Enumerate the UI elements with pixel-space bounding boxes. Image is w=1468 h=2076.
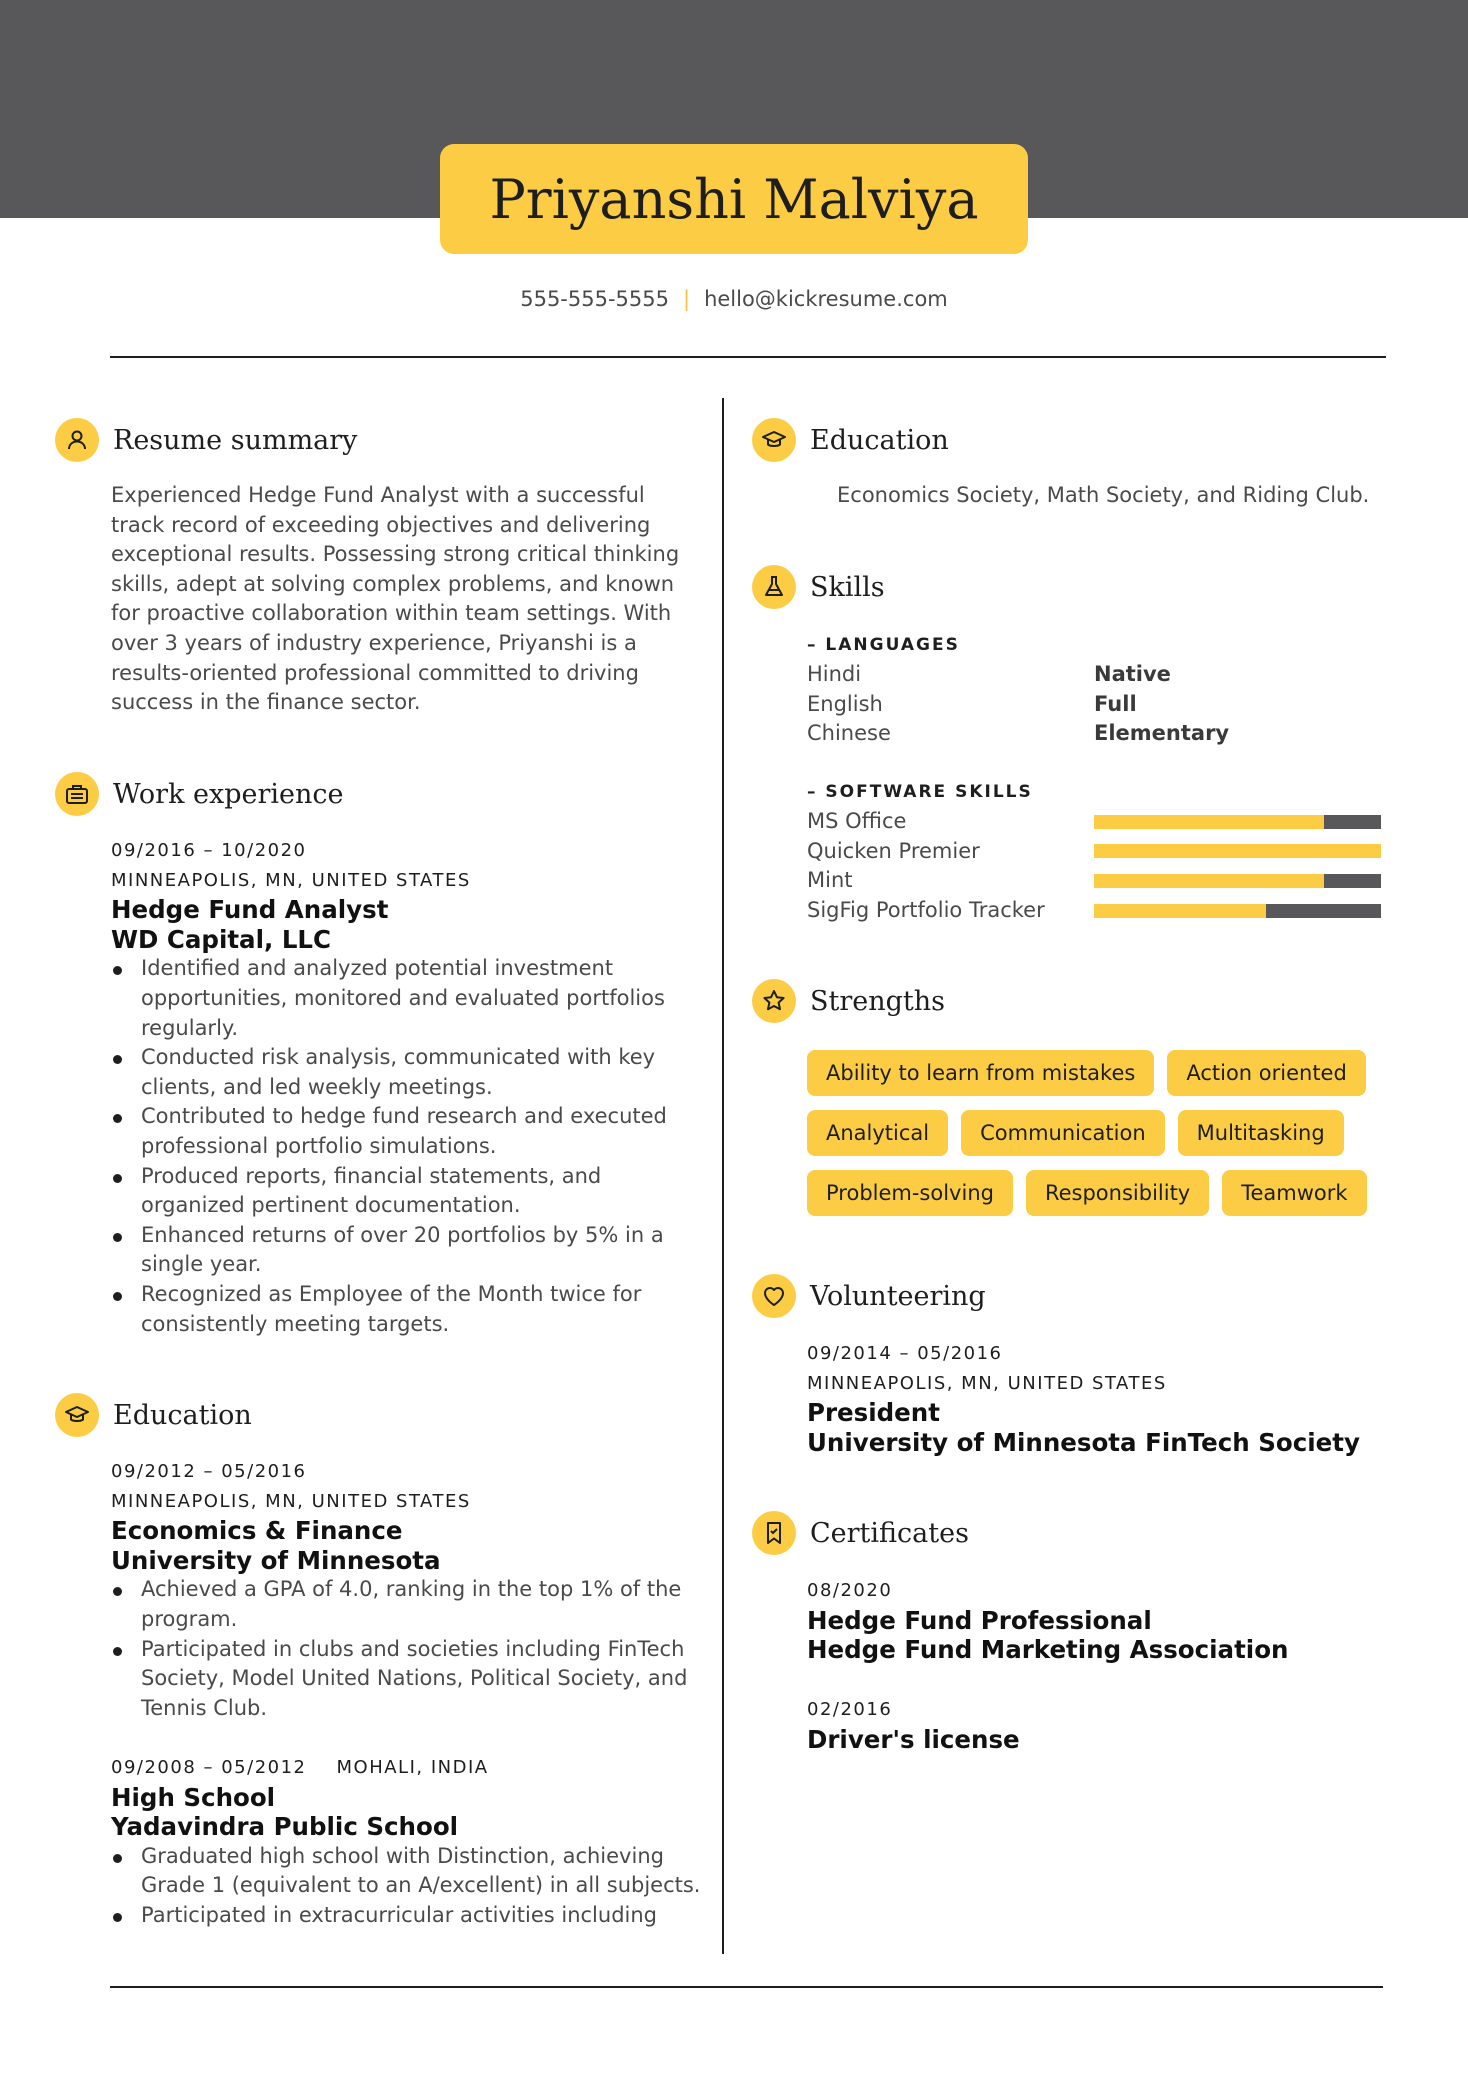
strength-tags bbox=[807, 1050, 1387, 1230]
education-section-header bbox=[55, 1393, 252, 1437]
skill-level-bar bbox=[1094, 904, 1381, 918]
list-item: Enhanced returns of over 20 portfolios by 5% in a single year. bbox=[111, 1221, 711, 1280]
list-item: Contributed to hedge fund research and executed professional portfolio simulations. bbox=[111, 1102, 711, 1161]
strength-tag: Multitasking bbox=[1178, 1110, 1344, 1156]
summary-line: track record of exceeding objectives and delivering bbox=[111, 512, 651, 537]
work-heading: Work experience bbox=[113, 778, 344, 810]
skill-level-fill bbox=[1094, 844, 1381, 858]
bookmark-icon bbox=[752, 1511, 796, 1555]
list-item: Participated in extracurricular activities including bbox=[111, 1901, 711, 1931]
briefcase-icon bbox=[55, 772, 99, 816]
list-item: Participated in clubs and societies including FinTech Society, Model United Nations, Political Society, and Tennis Club. bbox=[111, 1635, 711, 1724]
phone-number[interactable]: 555-555-5555 bbox=[520, 287, 669, 311]
work-section-header bbox=[55, 772, 344, 816]
language-row: Hindi Native bbox=[807, 662, 1171, 686]
education-school: University of Minnesota bbox=[111, 1545, 441, 1575]
volunteering-dates: 09/2014 – 05/2016 bbox=[807, 1343, 1003, 1364]
skill-level-fill bbox=[1094, 815, 1324, 829]
skill-level-bar bbox=[1094, 844, 1381, 858]
summary-heading: Resume summary bbox=[113, 424, 358, 456]
certificate-title: Driver's license bbox=[807, 1724, 1020, 1754]
graduation-cap-icon bbox=[752, 418, 796, 462]
software-row: SigFig Portfolio Tracker bbox=[807, 896, 1383, 926]
volunteering-role: President bbox=[807, 1398, 940, 1428]
summary-line: exceptional results. Possessing strong critical thinking bbox=[111, 542, 680, 567]
heart-icon bbox=[752, 1274, 796, 1318]
contact-line bbox=[0, 287, 1468, 311]
volunteering-heading: Volunteering bbox=[810, 1280, 986, 1312]
education-bullets bbox=[111, 1842, 711, 1931]
education-school: Yadavindra Public School bbox=[111, 1812, 459, 1842]
volunteering-org: University of Minnesota FinTech Society bbox=[807, 1427, 1360, 1457]
bottom-divider bbox=[110, 1986, 1383, 1988]
software-row: Mint bbox=[807, 866, 1383, 896]
education-continued-heading: Education bbox=[810, 424, 949, 456]
strengths-heading: Strengths bbox=[810, 985, 945, 1017]
contact-separator: | bbox=[682, 287, 691, 311]
user-icon bbox=[55, 418, 99, 462]
email-address[interactable]: hello@kickresume.com bbox=[704, 287, 948, 311]
education-heading: Education bbox=[113, 1399, 252, 1431]
list-item: Recognized as Employee of the Month twice for consistently meeting targets. bbox=[111, 1280, 711, 1339]
work-dates: 09/2016 – 10/2020 bbox=[111, 840, 307, 861]
list-item: Conducted risk analysis, communicated with key clients, and led weekly meetings. bbox=[111, 1043, 711, 1102]
education-dates: 09/2012 – 05/2016 bbox=[111, 1461, 307, 1482]
education-degree: High School bbox=[111, 1782, 276, 1812]
skill-level-bar bbox=[1094, 874, 1381, 888]
languages-label: – LANGUAGES bbox=[807, 635, 960, 655]
education-continued-text: Economics Society, Math Society, and Riding Club. bbox=[837, 483, 1370, 507]
strength-tag: Responsibility bbox=[1026, 1170, 1209, 1216]
software-row: Quicken Premier bbox=[807, 837, 1383, 867]
skills-heading: Skills bbox=[810, 571, 885, 603]
certificate-title: Hedge Fund Professional bbox=[807, 1605, 1152, 1635]
strength-tag: Communication bbox=[961, 1110, 1165, 1156]
strength-tag: Analytical bbox=[807, 1110, 948, 1156]
flask-icon bbox=[752, 565, 796, 609]
volunteering-section-header bbox=[752, 1274, 986, 1318]
list-item: Identified and analyzed potential investment opportunities, monitored and evaluated portfolios regularly. bbox=[111, 954, 711, 1043]
strength-tag: Ability to learn from mistakes bbox=[807, 1050, 1154, 1096]
work-title: Hedge Fund Analyst bbox=[111, 895, 389, 925]
certificate-date: 08/2020 bbox=[807, 1580, 893, 1601]
volunteering-entry bbox=[807, 1339, 1387, 1457]
certificate-date: 02/2016 bbox=[807, 1699, 893, 1720]
summary-line: for proactive collaboration within team settings. With bbox=[111, 601, 672, 626]
skill-level-fill bbox=[1094, 874, 1324, 888]
star-icon bbox=[752, 979, 796, 1023]
education-entry bbox=[111, 1457, 711, 1723]
certificate-entry bbox=[807, 1576, 1387, 1665]
summary-line: success in the finance sector. bbox=[111, 690, 421, 715]
strength-tag: Teamwork bbox=[1222, 1170, 1366, 1216]
column-divider bbox=[722, 398, 724, 1954]
top-divider bbox=[110, 356, 1386, 358]
skill-level-bar bbox=[1094, 815, 1381, 829]
certificate-entry bbox=[807, 1695, 1387, 1754]
list-item: Produced reports, financial statements, and organized pertinent documentation. bbox=[111, 1162, 711, 1221]
strength-tag: Problem-solving bbox=[807, 1170, 1013, 1216]
strengths-section-header bbox=[752, 979, 945, 1023]
software-label: – SOFTWARE SKILLS bbox=[807, 782, 1033, 802]
education-bullets bbox=[111, 1575, 711, 1723]
language-row: English Full bbox=[807, 691, 1137, 716]
education-location: MINNEAPOLIS, MN, UNITED STATES bbox=[111, 1490, 471, 1512]
languages-block bbox=[807, 630, 1383, 749]
strength-tag: Action oriented bbox=[1167, 1050, 1365, 1096]
certificates-heading: Certificates bbox=[810, 1517, 969, 1549]
language-row: Chinese Elementary bbox=[807, 721, 1230, 746]
software-block bbox=[807, 777, 1383, 925]
education-continued-header bbox=[752, 418, 949, 462]
certificate-issuer: Hedge Fund Marketing Association bbox=[807, 1635, 1289, 1665]
candidate-name: Priyanshi Malviya bbox=[489, 167, 979, 231]
summary-section-header bbox=[55, 418, 357, 462]
software-row: MS Office bbox=[807, 807, 1383, 837]
certificates-section-header bbox=[752, 1511, 969, 1555]
work-company: WD Capital, LLC bbox=[111, 924, 332, 954]
summary-line: results-oriented professional committed to driving bbox=[111, 660, 639, 685]
education-entry bbox=[111, 1753, 711, 1931]
summary-text bbox=[111, 481, 691, 718]
name-banner bbox=[440, 144, 1028, 254]
list-item: Achieved a GPA of 4.0, ranking in the top 1% of the program. bbox=[111, 1575, 711, 1634]
summary-line: Experienced Hedge Fund Analyst with a successful bbox=[111, 483, 645, 507]
volunteering-location: MINNEAPOLIS, MN, UNITED STATES bbox=[807, 1372, 1167, 1394]
skills-section-header bbox=[752, 565, 885, 609]
skill-level-fill bbox=[1094, 904, 1266, 918]
summary-line: over 3 years of industry experience, Priyanshi is a bbox=[111, 630, 637, 655]
graduation-cap-icon bbox=[55, 1393, 99, 1437]
education-degree: Economics & Finance bbox=[111, 1516, 403, 1546]
work-location: MINNEAPOLIS, MN, UNITED STATES bbox=[111, 869, 471, 891]
work-bullets bbox=[111, 954, 711, 1339]
work-entry bbox=[111, 836, 711, 1339]
education-dates-location: 09/2008 – 05/2012 MOHALI, INDIA bbox=[111, 1757, 489, 1778]
summary-line: skills, adept at solving complex problems, and known bbox=[111, 571, 675, 596]
list-item: Graduated high school with Distinction, achieving Grade 1 (equivalent to an A/excellent) in all subjects. bbox=[111, 1842, 711, 1901]
